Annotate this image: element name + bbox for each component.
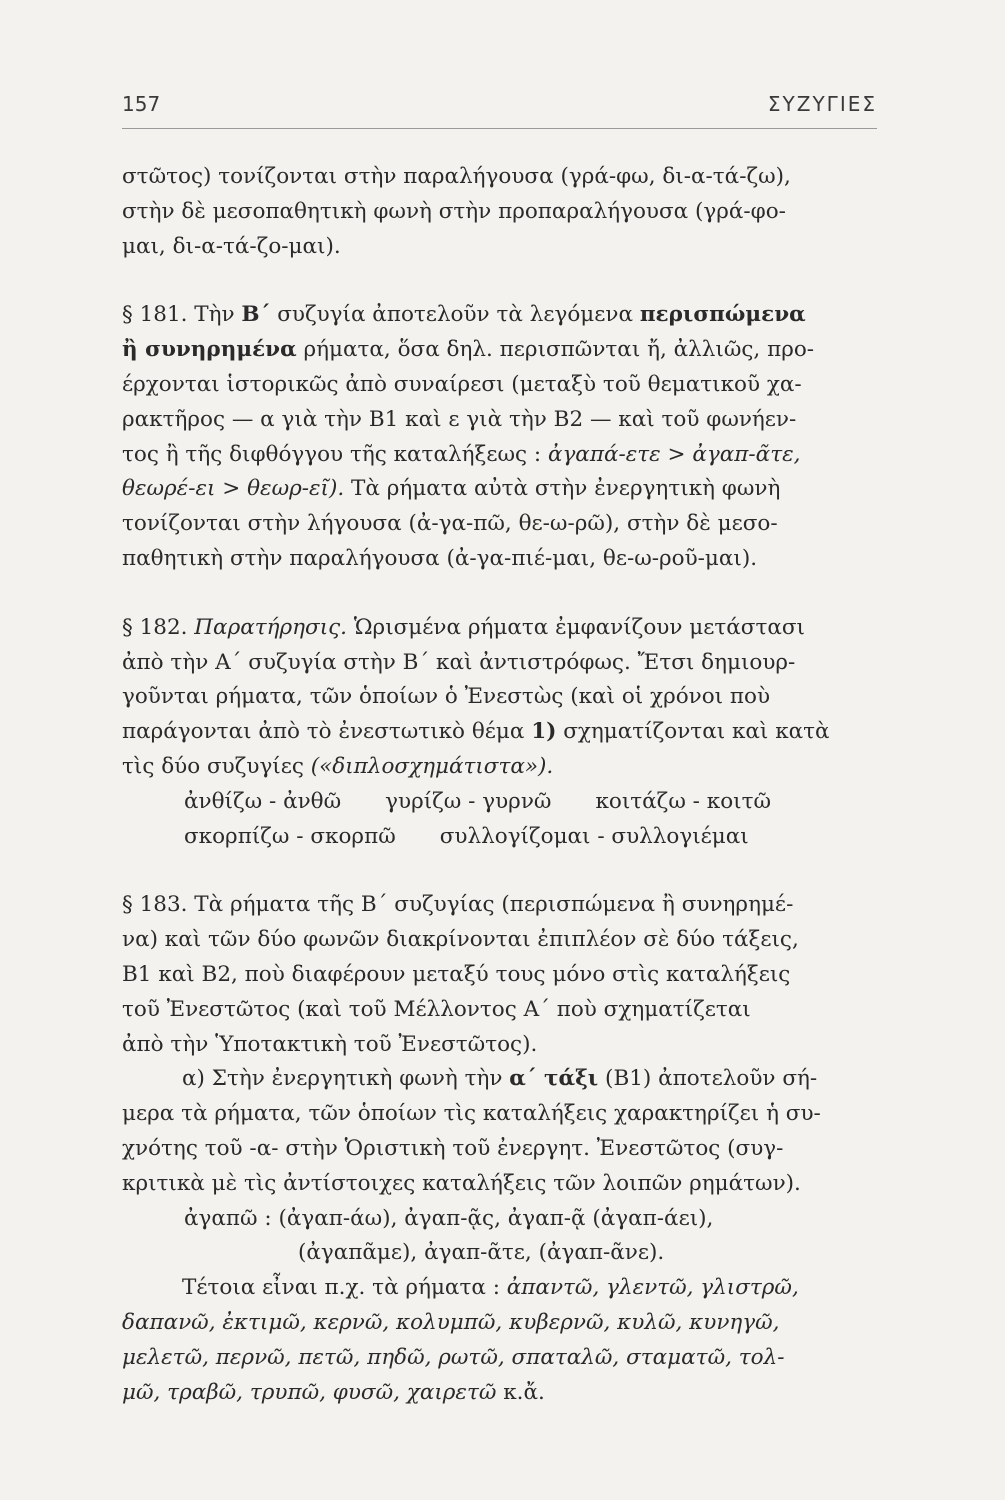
subsection-a-line: χνότης τοῦ -α- στὴν Ὁριστικὴ τοῦ ἐνεργητ. Ἐνεστῶτος (συγ-	[122, 1135, 784, 1161]
para-1-line: μαι, δι-α-τά-ζο-μαι).	[122, 233, 341, 259]
section-183-line: να) καὶ τῶν δύο φωνῶν διακρίνονται ἐπιπλέον σὲ δύο τάξεις,	[122, 927, 799, 953]
running-title: ΣΥΖΥΓΙΕΣ	[767, 92, 877, 116]
section-181-line: τονίζονται στὴν λήγουσα (ἀ-γα-πῶ, θε-ω-ρῶ), στὴν δὲ μεσο-	[122, 511, 778, 537]
examples-line: μελετῶ, περνῶ, πετῶ, πηδῶ, ρωτῶ, σπαταλῶ, σταματῶ, τολ-	[122, 1344, 785, 1370]
section-182-line: § 182. Παρατήρησις. Ὡρισμένα ρήματα ἐμφανίζουν μετάστασι	[122, 614, 805, 640]
section-183-line: Β1 καὶ Β2, ποὺ διαφέρουν μεταξύ τους μόνο στὶς καταλήξεις	[122, 961, 791, 987]
page-body	[122, 160, 877, 1410]
example-pair: ἀνθίζω - ἀνθῶ	[184, 788, 342, 814]
page-header	[122, 92, 877, 116]
para-1-line: στὴν δὲ μεσοπαθητικὴ φωνὴ στὴν προπαραλήγουσα (γρά-φο-	[122, 198, 786, 224]
example-pair: σκορπίζω - σκορπῶ	[184, 823, 396, 849]
section-183-line: § 183. Τὰ ρήματα τῆς Β΄ συζυγίας (περισπώμενα ἢ συνηρημέ-	[122, 892, 794, 918]
section-182-line: τὶς δύο συζυγίες («διπλοσχημάτιστα»).	[122, 753, 554, 779]
section-181-line: παθητικὴ στὴν παραλήγουσα (ἀ-γα-πιέ-μαι, θε-ω-ροῦ-μαι).	[122, 545, 758, 571]
section-181-line: τος ἢ τῆς διφθόγγου τῆς καταλήξεως : ἀγαπά-ετε > ἀγαπ-ᾶτε,	[122, 441, 801, 467]
example-row	[122, 820, 877, 855]
subsection-a-line: μερα τὰ ρήματα, τῶν ὁποίων τὶς καταλήξεις χαρακτηρίζει ἡ συ-	[122, 1101, 821, 1127]
section-182-line: ἀπὸ τὴν Α΄ συζυγία στὴν Β΄ καὶ ἀντιστρόφως. Ἔτσι δημιουρ-	[122, 649, 796, 675]
example-pair: κοιτάζω - κοιτῶ	[595, 788, 772, 814]
subsection-a-line: α) Στὴν ἐνεργητικὴ φωνὴ τὴν α΄ τάξι (Β1) ἀποτελοῦν σή-	[182, 1066, 818, 1092]
section-182-line: παράγονται ἀπὸ τὸ ἐνεστωτικὸ θέμα 1) σχηματίζονται καὶ κατὰ	[122, 719, 830, 745]
example-row	[122, 785, 877, 820]
example-pair: συλλογίζομαι - συλλογιέμαι	[439, 823, 749, 849]
examples-line: μῶ, τραβῶ, τρυπῶ, φυσῶ, χαιρετῶ κ.ἄ.	[122, 1379, 545, 1405]
examples-line: Τέτοια εἶναι π.χ. τὰ ρήματα : ἀπαντῶ, γλεντῶ, γλιστρῶ,	[182, 1275, 799, 1301]
page-number: 157	[122, 92, 161, 116]
header-rule	[122, 128, 877, 129]
section-181-line: ρακτῆρος — α γιὰ τὴν Β1 καὶ ε γιὰ τὴν Β2 — καὶ τοῦ φωνήεν-	[122, 406, 797, 432]
examples-line: δαπανῶ, ἐκτιμῶ, κερνῶ, κολυμπῶ, κυβερνῶ, κυλῶ, κυνηγῶ,	[122, 1309, 780, 1335]
section-181-line: έρχονται ἱστορικῶς ἀπὸ συναίρεσι (μεταξὺ τοῦ θεματικοῦ χα-	[122, 371, 802, 397]
paradigm-line: (ἀγαπᾶμε), ἀγαπ-ᾶτε, (ἀγαπ-ᾶνε).	[298, 1240, 665, 1266]
example-pair: γυρίζω - γυρνῶ	[385, 788, 552, 814]
section-183-line: τοῦ Ἐνεστῶτος (καὶ τοῦ Μέλλοντος Α΄ ποὺ σχηματίζεται	[122, 996, 751, 1022]
subsection-a-line: κριτικὰ μὲ τὶς ἀντίστοιχες καταλήξεις τῶν λοιπῶν ρημάτων).	[122, 1170, 801, 1196]
section-181-line: θεωρέ-ει > θεωρ-εῖ). Τὰ ρήματα αὐτὰ στὴν ἐνεργητικὴ φωνὴ	[122, 476, 781, 502]
para-1-line: στῶτος) τονίζονται στὴν παραλήγουσα (γρά-φω, δι-α-τά-ζω),	[122, 164, 791, 189]
section-183-line: ἀπὸ τὴν Ὑποτακτικὴ τοῦ Ἐνεστῶτος).	[122, 1031, 538, 1057]
section-181-line: ἢ συνηρημένα ρήματα, ὅσα δηλ. περισπῶνται ἤ, ἀλλιῶς, προ-	[122, 337, 815, 363]
section-181-line: § 181. Τὴν Β΄ συζυγία ἀποτελοῦν τὰ λεγόμενα περισπώμενα	[122, 302, 806, 328]
paradigm-line: ἀγαπῶ : (ἀγαπ-άω), ἀγαπ-ᾷς, ἀγαπ-ᾷ (ἀγαπ-άει),	[184, 1205, 714, 1231]
section-182-line: γοῦνται ρήματα, τῶν ὁποίων ὁ Ἐνεστὼς (καὶ οἱ χρόνοι ποὺ	[122, 684, 771, 710]
